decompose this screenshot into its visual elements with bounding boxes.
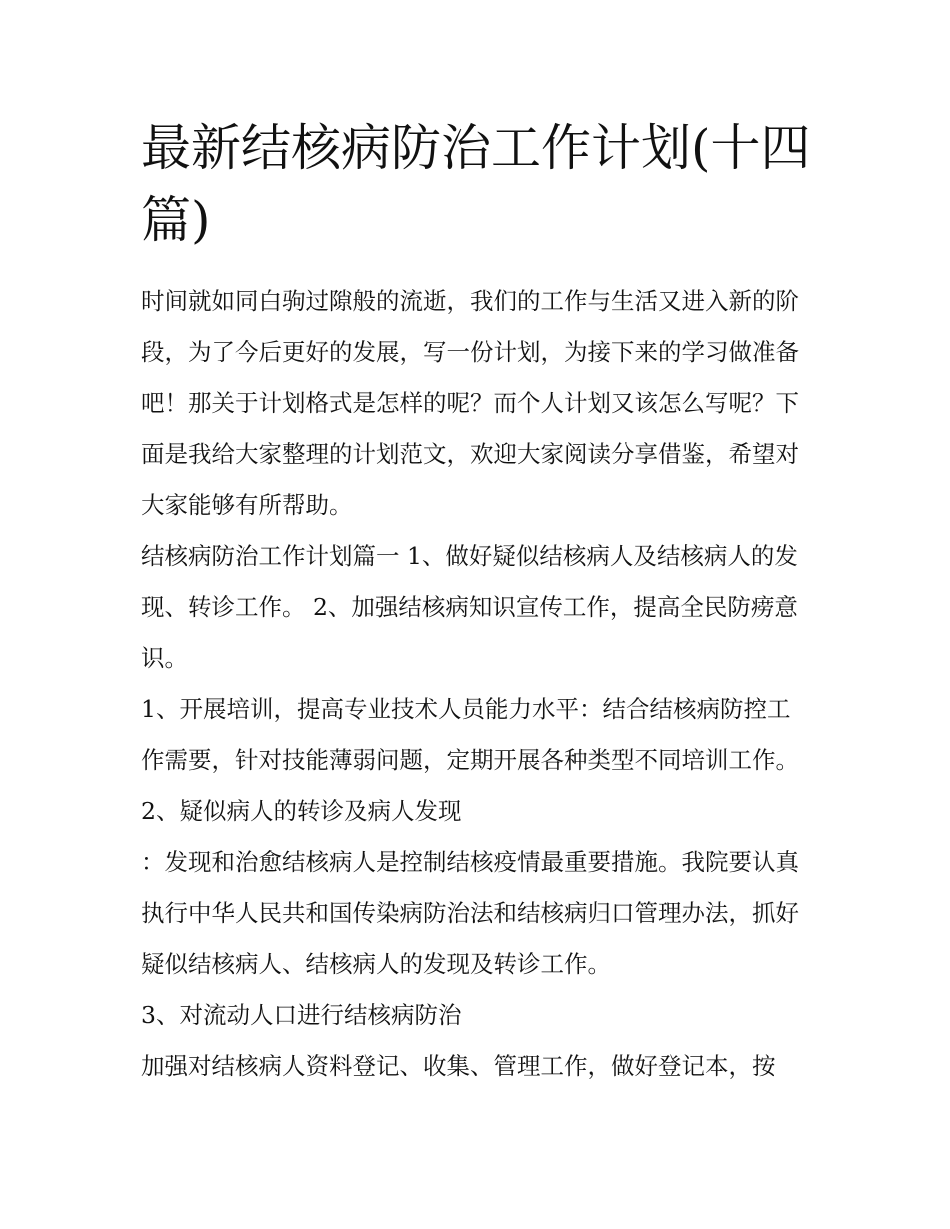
paragraph-training: 1、开展培训，提高专业技术人员能力水平：结合结核病防控工作需要，针对技能薄弱问题，定期开展各种类型不同培训工作。 2、疑似病人的转诊及病人发现	[141, 695, 799, 825]
paragraph-discovery: ：发现和治愈结核病人是控制结核疫情最重要措施。我院要认真执行中华人民共和国传染病防治法和结核病归口管理办法，抓好疑似结核病人、结核病人的发现及转诊工作。	[141, 848, 799, 978]
paragraph-floating-population: 3、对流动人口进行结核病防治	[141, 1001, 462, 1029]
document-title: 最新结核病防治工作计划(十四篇)	[141, 119, 811, 249]
paragraph-records: 加强对结核病人资料登记、收集、管理工作，做好登记本，按	[141, 1052, 776, 1080]
paragraph-plan-one: 结核病防治工作计划篇一 1、做好疑似结核病人及结核病人的发现、转诊工作。 2、加强结核病知识宣传工作，提高全民防痨意识。	[141, 542, 798, 672]
document-body	[141, 112, 813, 1092]
paragraph-intro: 时间就如同白驹过隙般的流逝，我们的工作与生活又进入新的阶段，为了今后更好的发展，写一份计划，为接下来的学习做准备吧！那关于计划格式是怎样的呢？而个人计划又该怎么写呢？下面是我给大家整理的计划范文，欢迎大家阅读分享借鉴，希望对大家能够有所帮助。	[141, 287, 799, 519]
